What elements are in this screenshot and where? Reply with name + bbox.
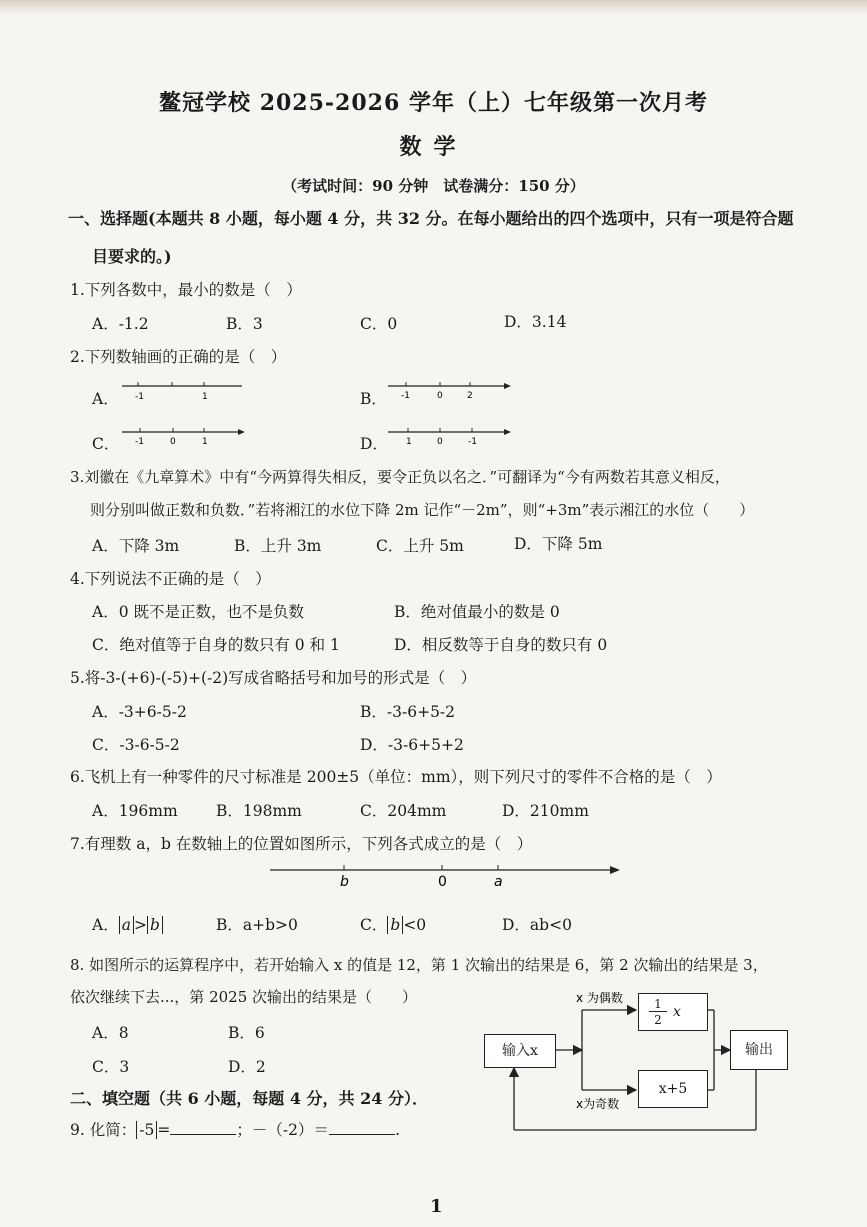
q7-stem: 7.有理数 a，b 在数轴上的位置如图所示，下列各式成立的是（ ） [70,835,533,853]
q3-option-b: B．上升 3m [234,537,322,555]
q2a-tick-label: 1 [202,392,208,402]
q4-option-d: D．相反数等于自身的数只有 0 [394,636,608,654]
q7-option-a: A． a > b [92,913,163,935]
scan-top-edge [0,0,867,14]
q9-blank-1[interactable] [170,1120,236,1135]
q6-stem: 6.飞机上有一种零件的尺寸标准是 200±5（单位：mm），则下列尺寸的零件不合格的是（ ） [70,768,722,786]
q2-stem: 2.下列数轴画的正确的是（ ） [70,348,287,366]
q7-option-c: C． b <0 [360,916,427,934]
exam-subject: 数学 [399,134,468,160]
q4-stem: 4.下列说法不正确的是（ ） [70,570,271,588]
q2d-tick-label: 0 [437,437,443,447]
section1-heading-line1: 一、选择题(本题共 8 小题，每小题 4 分，共 32 分。在每小题给出的四个选项中，只有一项是符合题 [68,209,794,228]
q3-option-d: D．下降 5m [514,535,603,553]
q5-option-a: A．-3+6-5-2 [92,703,187,721]
q2b-tick-label: -1 [401,391,410,401]
q5-option-b: B．-3-6+5-2 [360,703,456,721]
q2d-tick-label: 1 [406,437,412,447]
q2-numberline-b [384,376,514,402]
q2-numberline-c [118,422,248,448]
q7-axis-label-b: b [340,874,349,890]
q6-option-b: B．198mm [216,802,302,820]
q8-option-c: C．3 [92,1058,130,1076]
q3-option-a: A．下降 3m [92,537,180,555]
q4-option-b: B．绝对值最小的数是 0 [394,603,560,621]
q2b-tick-label: 2 [467,391,473,401]
q1-option-d: D．3.14 [504,313,567,331]
q7-option-d: D．ab<0 [502,916,572,934]
q9-line: 9. 化简： -5 = ；－（-2）＝ . [70,1121,400,1139]
flow-plus5-box: x+5 [638,1070,708,1108]
flow-frac-var: x [673,1004,681,1020]
q7-numberline [266,858,626,892]
q8-option-b: B．6 [228,1024,265,1042]
q3-line2: 则分别叫做正数和负数．”若将湘江的水位下降 2m 记作“－2m”，则“+3m”表示湘江的水位（ ） [90,501,755,519]
q8-line1: 8. 如图所示的运算程序中，若开始输入 x 的值是 12，第 1 次输出的结果是 6，第 2 次输出的结果是 3， [70,956,768,974]
q1-stem: 1.下列各数中，最小的数是（ ） [70,281,302,299]
q2-label-c: C． [92,435,120,453]
q3-option-c: C．上升 5m [376,537,464,555]
q8-option-a: A．8 [92,1024,129,1042]
exam-title: 鳌冠学校 2025-2026 学年（上）七年级第一次月考 [159,90,708,116]
q5-stem: 5.将-3-(+6)-(-5)+(-2)写成省略括号和加号的形式是（ ） [70,669,477,687]
flow-frac-num: 1 [649,997,667,1012]
q7-axis-label-0: 0 [438,874,447,890]
flow-frac-den: 2 [654,1013,662,1027]
exam-info: （考试时间：90 分钟 试卷满分：150 分） [282,177,585,195]
q2d-tick-label: -1 [468,437,477,447]
q2-label-a: A． [92,390,119,408]
q2a-tick-label: -1 [135,392,144,402]
section2-heading: 二、填空题（共 6 小题，每题 4 分，共 24 分）． [70,1089,428,1108]
q3-line1: 3.刘徽在《九章算术》中有“今两算得失相反，要令正负以名之．”可翻译为“今有两数若其意义相反， [70,468,730,486]
q2b-tick-label: 0 [437,391,443,401]
section1-heading-line2: 目要求的。) [92,247,172,266]
flow-output-box: 输出 [730,1030,788,1070]
q5-option-c: C．-3-6-5-2 [92,736,180,754]
q1-option-a: A．-1.2 [92,315,149,333]
flow-half-box [638,993,708,1031]
q7-axis-label-a: a [494,874,503,890]
q4-option-c: C．绝对值等于自身的数只有 0 和 1 [92,636,340,654]
q2c-tick-label: 1 [202,437,208,447]
q2-numberline-a [118,378,248,404]
flow-odd-label: x为奇数 [576,1097,620,1111]
q9-blank-2[interactable] [329,1120,395,1135]
q7-option-b: B．a+b>0 [216,916,298,934]
q4-option-a: A．0 既不是正数，也不是负数 [92,603,304,621]
q1-option-c: C．0 [360,315,398,333]
q1-option-b: B．3 [226,315,263,333]
page-number: 1 [430,1196,443,1217]
q6-option-a: A．196mm [92,802,178,820]
flow-even-label: x 为偶数 [576,991,623,1005]
q5-option-d: D．-3-6+5+2 [360,736,464,754]
q2-numberline-d [384,422,514,448]
q2c-tick-label: 0 [170,437,176,447]
q2-label-d: D． [360,435,388,453]
q8-option-d: D．2 [228,1058,266,1076]
q8-line2: 依次继续下去...，第 2025 次输出的结果是（ ） [70,988,418,1006]
q2-label-b: B． [360,390,387,408]
q6-option-d: D．210mm [502,802,589,820]
q2c-tick-label: -1 [135,437,144,447]
q6-option-c: C．204mm [360,802,447,820]
flow-input-box: 输入x [484,1034,556,1068]
